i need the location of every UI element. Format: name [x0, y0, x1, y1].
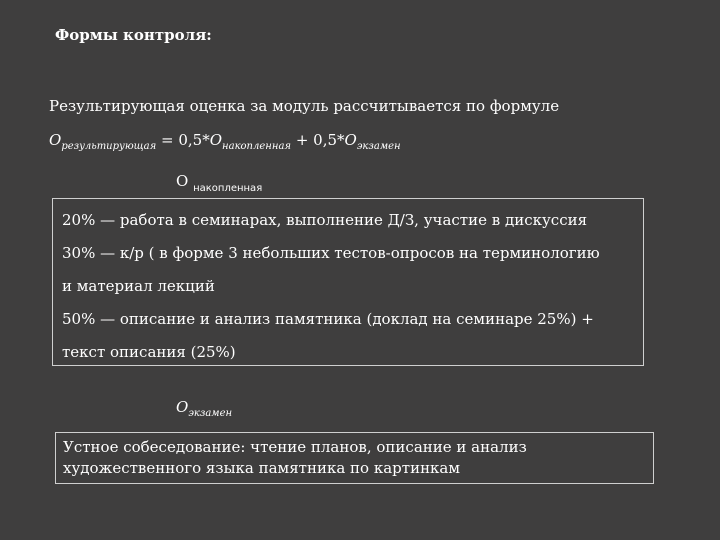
formula-coef-1: = 0,5*: [156, 131, 210, 149]
accumulated-components-box: [52, 198, 644, 366]
accumulated-letter: O: [176, 172, 194, 190]
accumulated-sub: накопленная: [193, 183, 263, 194]
formula-o-accumulated: O: [209, 131, 223, 149]
formula-o-result: O: [49, 131, 62, 149]
accumulated-label: [176, 172, 262, 194]
exam-letter: O: [176, 398, 189, 416]
accumulated-line-tests: 30% — к/р ( в форме 3 небольших тестов-опросов на терминологию: [62, 244, 600, 262]
accumulated-line-analysis: 50% — описание и анализ памятника (доклад на семинаре 25%) +: [62, 310, 594, 328]
slide-title: Формы контроля:: [55, 26, 212, 44]
grade-formula: [49, 131, 401, 152]
accumulated-line-analysis-cont: текст описания (25%): [62, 343, 236, 361]
exam-line-2: художественного языка памятника по картинкам: [63, 459, 461, 477]
exam-label: [176, 398, 232, 419]
exam-sub: экзамен: [188, 408, 233, 419]
formula-coef-2: + 0,5*: [291, 131, 345, 149]
accumulated-line-tests-cont: и материал лекций: [62, 277, 215, 295]
exam-description-box: [55, 432, 654, 484]
formula-o-exam: O: [344, 131, 357, 149]
formula-sub-result: результирующая: [61, 141, 157, 152]
exam-line-1: Устное собеседование: чтение планов, описание и анализ: [63, 438, 527, 456]
accumulated-line-seminars: 20% — работа в семинарах, выполнение Д/З, участие в дискуссия: [62, 211, 588, 229]
intro-text: Результирующая оценка за модуль рассчитывается по формуле: [49, 97, 560, 115]
formula-sub-exam: экзамен: [356, 141, 401, 152]
formula-sub-accumulated: накопленная: [222, 141, 292, 152]
